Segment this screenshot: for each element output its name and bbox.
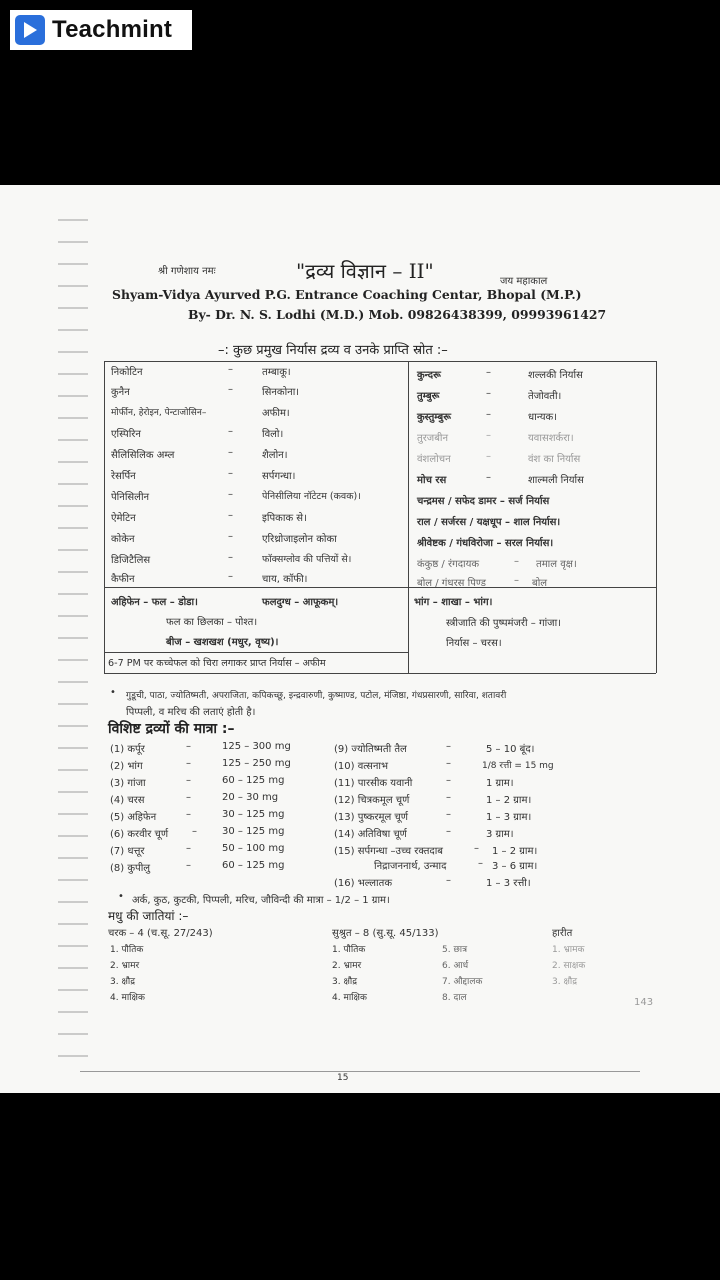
list-item: 3. क्षौद्र: [552, 977, 578, 987]
dose-item: (15) सर्पगन्धा –उच्च रक्तदाब: [334, 846, 444, 857]
dose-dash: –: [186, 843, 191, 854]
opium-note: 6-7 PM पर कच्चेफल को चिरा लगाकर प्राप्त निर्यास – अफीम: [108, 658, 326, 669]
dose-item: (2) भांग: [110, 761, 143, 772]
list-item: 1. पौतिक: [332, 945, 366, 955]
author-line: By- Dr. N. S. Lodhi (M.D.) Mob. 09826438399, 09993961427: [188, 307, 607, 322]
table-cell-dash: –: [486, 472, 491, 483]
dose-item: (7) धत्तूर: [110, 846, 145, 857]
table-cell-dash: –: [486, 367, 491, 378]
ganja-note: स्त्रीजाति की पुष्पमंजरी – गांजा।: [446, 618, 561, 629]
dose-value: 1/8 रत्ती = 15 mg: [482, 761, 554, 771]
dose-item: (16) भल्लातक: [334, 878, 392, 889]
table-cell-dash: –: [228, 384, 233, 395]
dose-value: 5 – 10 बूंद।: [486, 744, 535, 755]
table-cell-name: निकोटिन: [111, 367, 143, 378]
table-cell-source: चाय, कॉफी।: [262, 574, 308, 585]
table-cell-dash: –: [228, 447, 233, 458]
bullet-dot: •: [110, 687, 116, 698]
table-cell-source: वंश का निर्यास: [528, 454, 581, 465]
seed-khaskhas: बीज – खशखश (मधुर, वृष्य)।: [166, 637, 279, 648]
dose-item: (14) अतिविषा चूर्ण: [334, 829, 407, 840]
table-cell-name: कुन्दरू: [417, 370, 441, 381]
table-cell-name: डिजिटैलिस: [111, 555, 151, 566]
dose-item: निद्राजननार्थ, उन्माद: [374, 861, 447, 872]
page-number: 15: [337, 1073, 349, 1083]
table-cell-name: कुनैन: [111, 387, 130, 398]
table-cell-name: वंशलोचन: [417, 454, 451, 465]
dose-value: 1 – 3 रत्ती।: [486, 878, 531, 889]
dose-dash: –: [446, 809, 451, 820]
list-item: 3. क्षौद्र: [110, 977, 136, 987]
dose-value: 30 – 125 mg: [222, 809, 285, 820]
list-item: 2. साक्षक: [552, 961, 586, 971]
dose-dash: –: [474, 843, 479, 854]
bhang-branch: भांग – शाखा – भांग।: [414, 597, 493, 608]
dose-value: 1 – 2 ग्राम।: [492, 846, 538, 857]
fruit-peel: फल का छिलका – पोश्त।: [166, 617, 258, 628]
dose-value: 60 – 125 mg: [222, 775, 285, 786]
table-cell-source: शाल्मली निर्यास: [528, 475, 584, 486]
dose-item: (1) कर्पूर: [110, 744, 145, 755]
table-cell-dash: –: [228, 489, 233, 500]
section-title-doses: विशिष्ट द्रव्यों की मात्रा :–: [108, 721, 235, 737]
table-cell-name: कोकेन: [111, 534, 135, 545]
table-cell-source: इपिकाक से।: [262, 513, 307, 524]
list-item: 1. पौतिक: [110, 945, 144, 955]
table-cell-dash: –: [228, 468, 233, 479]
table-cell-dash: –: [228, 571, 233, 582]
phaladugdha: फलदुग्ध – आफूकम्।: [262, 597, 339, 608]
charas-note: निर्यास – चरस।: [446, 638, 502, 649]
dose-item: (4) चरस: [110, 795, 145, 806]
section-title-honey: मधु की जातियां :–: [108, 909, 189, 923]
margin-decoration: [58, 205, 88, 1065]
table-cell-name: बोल / गंधरस पिण्ड: [417, 578, 486, 589]
dose-dash: –: [186, 809, 191, 820]
dose-dash: –: [186, 758, 191, 769]
dose-value: 50 – 100 mg: [222, 843, 285, 854]
document-page: [0, 185, 720, 1093]
table-cell-name: कुस्तुम्बुरू: [417, 412, 451, 423]
table-cell-source: सिनकोना।: [262, 387, 300, 398]
dose-dash: –: [192, 826, 197, 837]
dose-note: अर्क, कुठ, कुटकी, पिप्पली, मरिच, जौविन्दी की मात्रा – 1/2 – 1 ग्राम।: [132, 895, 390, 906]
harit-title: हारीत: [552, 928, 573, 939]
table-center-divider: [408, 361, 409, 673]
list-item: 4. माक्षिक: [332, 993, 367, 1003]
table-cell-source: धान्यक।: [528, 412, 557, 423]
table-cell-source: शैलोन।: [262, 450, 288, 461]
table-cell-source: यवासशर्करा।: [528, 433, 574, 444]
dose-value: 3 – 6 ग्राम।: [492, 861, 538, 872]
list-item: 4. माक्षिक: [110, 993, 145, 1003]
dose-item: (6) करवीर चूर्ण: [110, 829, 169, 840]
dose-value: 3 ग्राम।: [486, 829, 514, 840]
list-item: 5. छात्र: [442, 945, 468, 955]
dose-dash: –: [446, 875, 451, 886]
dose-dash: –: [186, 792, 191, 803]
table-cell-source: एरिथ्रोजाइलोन कोका: [262, 534, 337, 545]
table-cell-source: सर्पगन्धा।: [262, 471, 296, 482]
dose-item: (13) पुष्करमूल चूर्ण: [334, 812, 409, 823]
invocation: श्री गणेशाय नमः: [158, 266, 216, 277]
dose-dash: –: [446, 826, 451, 837]
table-top-border: [104, 361, 656, 362]
table-cell-name: श्रीवेष्टक / गंधविरोजा – सरल निर्यास।: [417, 538, 554, 549]
table-cell-source: बोल: [532, 578, 548, 589]
table-mid-border: [104, 587, 656, 588]
dose-item: (8) कुपीलु: [110, 863, 151, 874]
table-bottom-border: [104, 673, 656, 674]
dose-item: (12) चित्रकमूल चूर्ण: [334, 795, 410, 806]
list-item: 1. भ्रामक: [552, 945, 585, 955]
table-cell-name: ऐमेटिन: [111, 513, 136, 524]
table-cell-dash: –: [228, 426, 233, 437]
dose-value: 1 – 3 ग्राम।: [486, 812, 532, 823]
dose-dash: –: [186, 775, 191, 786]
opium-row-border: [104, 652, 408, 653]
table-cell-dash: –: [486, 430, 491, 441]
list-item: 8. दाल: [442, 993, 467, 1003]
table-cell-source: विलो।: [262, 429, 284, 440]
bullet-dot: •: [118, 891, 124, 902]
ahifen-fruit: अहिफेन – फल – डोडा।: [111, 597, 198, 608]
dose-item: (9) ज्योतिष्मती तैल: [334, 744, 407, 755]
dose-dash: –: [446, 741, 451, 752]
dose-value: 1 – 2 ग्राम।: [486, 795, 532, 806]
table-cell-name: चन्द्रमस / सफेद डामर – सर्ज निर्यास: [417, 496, 550, 507]
table-cell-dash: –: [514, 556, 519, 567]
table-cell-dash: –: [228, 552, 233, 563]
table-cell-name: रेसर्पिन: [111, 471, 136, 482]
dose-dash: –: [446, 758, 451, 769]
dose-value: 1 ग्राम।: [486, 778, 514, 789]
dose-dash: –: [478, 858, 483, 869]
side-page-number: 143: [634, 997, 654, 1008]
table-cell-source: पेनिसीलिया नॉटेटम (कवक)।: [262, 491, 361, 502]
table-left-border: [104, 361, 105, 673]
table-cell-source: तेजोवती।: [528, 391, 562, 402]
table-cell-dash: –: [228, 531, 233, 542]
dose-dash: –: [186, 860, 191, 871]
list-item: 6. आर्ध: [442, 961, 469, 971]
creeper-list-line1: गुडूची, पाठा, ज्योतिष्मती, अपराजिता, कपिकच्छू, इन्द्रवारुणी, कुष्माण्ड, पटोल, मंजिष्ठा, गंधप्रसारणी, सारिवा, शतावरी: [126, 691, 507, 701]
table-cell-source: शल्लकी निर्यास: [528, 370, 583, 381]
table-cell-source: फॉक्सग्लोव की पत्तियों से।: [262, 554, 352, 565]
creeper-list-line2: पिप्पली, व मरिच की लताएं होती है।: [126, 707, 256, 718]
table-cell-dash: –: [228, 510, 233, 521]
table-cell-dash: –: [486, 388, 491, 399]
dose-value: 20 – 30 mg: [222, 792, 279, 803]
table-cell-name: तुम्बुरू: [417, 391, 440, 402]
table-cell-source: तमाल वृक्ष।: [536, 559, 577, 570]
table-cell-name: सैलिसिलिक अम्ल: [111, 450, 175, 461]
table-cell-name: कैफीन: [111, 574, 135, 585]
dose-value: 125 – 250 mg: [222, 758, 291, 769]
section-title-niryas: –: कुछ प्रमुख निर्यास द्रव्य व उनके प्राप्ति स्रोत :–: [218, 343, 448, 358]
dose-item: (11) पारसीक यवानी: [334, 778, 413, 789]
jai-mahakal: जय महाकाल: [500, 276, 548, 287]
dose-value: 125 – 300 mg: [222, 741, 291, 752]
charak-title: चरक – 4 (च.सू. 27/243): [108, 928, 213, 939]
dose-dash: –: [446, 775, 451, 786]
dose-value: 30 – 125 mg: [222, 826, 285, 837]
dose-item: (5) अहिफेन: [110, 812, 157, 823]
footer-rule: [80, 1071, 640, 1072]
dose-value: 60 – 125 mg: [222, 860, 285, 871]
brand-name: Teachmint: [52, 16, 173, 43]
table-right-border: [656, 361, 657, 673]
table-cell-name: मोर्फीन, हेरोइन, पेन्टाजोसिन–: [111, 408, 207, 418]
table-cell-source: अफीम।: [262, 408, 290, 419]
table-cell-name: कंकुष्ठ / रंगदायक: [417, 559, 480, 570]
table-cell-name: मोच रस: [417, 475, 447, 486]
list-item: 7. औद्दालक: [442, 977, 483, 987]
list-item: 3. क्षौद्र: [332, 977, 358, 987]
document-title: "द्रव्य विज्ञान – II": [296, 259, 434, 283]
dose-dash: –: [186, 741, 191, 752]
teachmint-logo[interactable]: [10, 10, 192, 50]
table-cell-name: पेनिसिलीन: [111, 492, 150, 503]
list-item: 2. भ्रामर: [332, 961, 362, 971]
table-cell-dash: –: [486, 409, 491, 420]
table-cell-dash: –: [514, 575, 519, 586]
dose-item: (3) गांजा: [110, 778, 146, 789]
sushrut-title: सुश्रुत – 8 (सु.सू. 45/133): [332, 928, 439, 939]
table-cell-name: एस्पिरिन: [111, 429, 141, 440]
table-cell-name: राल / सर्जरस / यक्षधूप – शाल निर्यास।: [417, 517, 561, 528]
table-cell-dash: –: [486, 451, 491, 462]
table-cell-dash: –: [228, 364, 233, 375]
teachmint-logo-icon: [15, 15, 45, 45]
table-cell-name: तुरजबीन: [417, 433, 449, 444]
coaching-center: Shyam-Vidya Ayurved P.G. Entrance Coaching Centar, Bhopal (M.P.): [112, 287, 582, 302]
list-item: 2. भ्रामर: [110, 961, 140, 971]
table-cell-source: तम्बाकू।: [262, 367, 291, 378]
dose-dash: –: [446, 792, 451, 803]
dose-item: (10) वत्सनाभ: [334, 761, 389, 772]
